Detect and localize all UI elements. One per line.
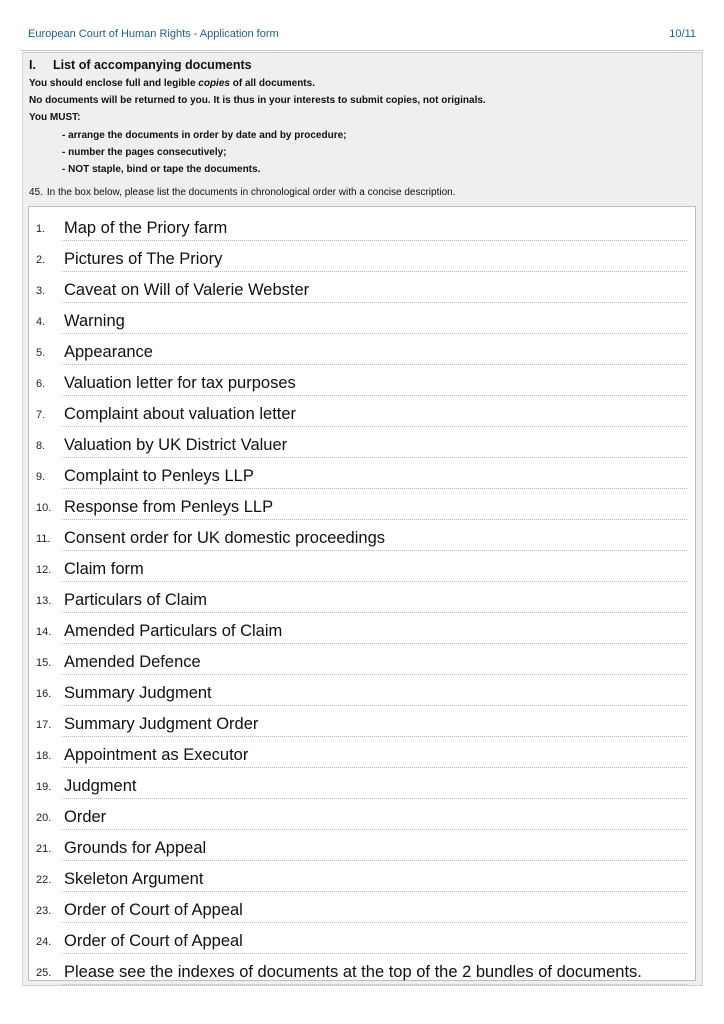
document-description[interactable]: Amended Particulars of Claim <box>64 622 283 640</box>
document-list-item <box>29 555 695 586</box>
document-description[interactable]: Order of Court of Appeal <box>64 901 243 919</box>
document-number: 21. <box>36 843 52 855</box>
document-description[interactable]: Judgment <box>64 777 137 795</box>
document-description[interactable]: Order <box>64 808 107 826</box>
entry-line <box>62 457 687 458</box>
entry-line <box>62 705 687 706</box>
document-number: 13. <box>36 595 52 607</box>
entry-line <box>62 302 687 303</box>
document-number: 16. <box>36 688 52 700</box>
document-number: 5. <box>36 347 46 359</box>
document-list-item <box>29 524 695 555</box>
documents-list-box <box>28 206 696 981</box>
document-number: 25. <box>36 967 52 979</box>
document-description[interactable]: Particulars of Claim <box>64 591 208 609</box>
instruction-copies-part-b: of all documents. <box>229 78 315 89</box>
header-divider <box>20 50 704 51</box>
document-number: 12. <box>36 564 52 576</box>
document-description[interactable]: Summary Judgment <box>64 684 212 702</box>
document-list-item <box>29 927 695 958</box>
section-title: List of accompanying documents <box>53 58 252 72</box>
document-number: 15. <box>36 657 52 669</box>
entry-line <box>62 519 687 520</box>
entry-line <box>62 333 687 334</box>
entry-line <box>62 271 687 272</box>
entry-line <box>62 643 687 644</box>
document-list-item <box>29 462 695 493</box>
document-number: 7. <box>36 409 46 421</box>
document-number: 17. <box>36 719 52 731</box>
document-number: 8. <box>36 440 46 452</box>
instruction-bullet: - arrange the documents in order by date and by procedure; <box>62 130 347 141</box>
document-number: 6. <box>36 378 46 390</box>
instruction-copies-part-a: You should enclose full and legible <box>29 78 199 89</box>
document-list-item <box>29 400 695 431</box>
question-45-number: 45. <box>29 187 43 198</box>
document-number: 10. <box>36 502 52 514</box>
question-45-text: In the box below, please list the documents in chronological order with a concise description. <box>46 187 456 198</box>
section-heading <box>29 58 252 72</box>
document-list-item <box>29 617 695 648</box>
entry-line <box>62 984 687 985</box>
document-description[interactable]: Warning <box>64 312 125 330</box>
document-list-item <box>29 214 695 245</box>
entry-line <box>62 674 687 675</box>
entry-line <box>62 426 687 427</box>
document-description[interactable]: Complaint about valuation letter <box>64 405 297 423</box>
entry-line <box>62 736 687 737</box>
document-number: 19. <box>36 781 52 793</box>
document-description[interactable]: Appearance <box>64 343 153 361</box>
document-list-item <box>29 276 695 307</box>
document-list-item <box>29 741 695 772</box>
document-description[interactable]: Map of the Priory farm <box>64 219 228 237</box>
document-description[interactable]: Valuation letter for tax purposes <box>64 374 296 392</box>
document-description[interactable]: Response from Penleys LLP <box>64 498 274 516</box>
document-list-item <box>29 772 695 803</box>
instruction-bullet: - number the pages consecutively; <box>62 147 227 158</box>
document-description[interactable]: Order of Court of Appeal <box>64 932 243 950</box>
document-list-item <box>29 803 695 834</box>
page-number: 10/11 <box>669 28 696 40</box>
document-list-item <box>29 710 695 741</box>
document-list-item <box>29 338 695 369</box>
document-number: 14. <box>36 626 52 638</box>
entry-line <box>62 767 687 768</box>
document-description[interactable]: Skeleton Argument <box>64 870 204 888</box>
document-description[interactable]: Valuation by UK District Valuer <box>64 436 288 454</box>
document-list-item <box>29 369 695 400</box>
entry-line <box>62 550 687 551</box>
document-list-item <box>29 493 695 524</box>
document-description[interactable]: Grounds for Appeal <box>64 839 207 857</box>
entry-line <box>62 364 687 365</box>
section-number: I. <box>29 58 36 72</box>
document-description[interactable]: Pictures of The Priory <box>64 250 223 268</box>
question-45 <box>29 187 455 198</box>
document-number: 22. <box>36 874 52 886</box>
document-number: 18. <box>36 750 52 762</box>
form-title: European Court of Human Rights - Application form <box>28 28 279 40</box>
entry-line <box>62 953 687 954</box>
entry-line <box>62 240 687 241</box>
instruction-no-return: No documents will be returned to you. It is thus in your interests to submit copies, not originals. <box>29 95 486 106</box>
document-number: 4. <box>36 316 46 328</box>
entry-line <box>62 581 687 582</box>
document-list-item <box>29 431 695 462</box>
document-list-item <box>29 834 695 865</box>
document-list-item <box>29 958 695 989</box>
document-description[interactable]: Claim form <box>64 560 144 578</box>
instruction-copies-emphasis: copies <box>198 78 230 89</box>
entry-line <box>62 798 687 799</box>
document-number: 23. <box>36 905 52 917</box>
document-number: 11. <box>36 533 51 545</box>
document-number: 24. <box>36 936 52 948</box>
document-description[interactable]: Summary Judgment Order <box>64 715 259 733</box>
document-description[interactable]: Appointment as Executor <box>64 746 249 764</box>
entry-line <box>62 612 687 613</box>
instruction-copies <box>29 78 315 89</box>
document-description[interactable]: Consent order for UK domestic proceedings <box>64 529 385 547</box>
document-list-item <box>29 896 695 927</box>
instruction-must: You MUST: <box>29 112 81 123</box>
document-description[interactable]: Caveat on Will of Valerie Webster <box>64 281 310 299</box>
entry-line <box>62 891 687 892</box>
entry-line <box>62 395 687 396</box>
document-list-item <box>29 307 695 338</box>
document-number: 2. <box>36 254 46 266</box>
document-number: 20. <box>36 812 52 824</box>
document-description[interactable]: Amended Defence <box>64 653 201 671</box>
page-header <box>28 28 696 46</box>
entry-line <box>62 922 687 923</box>
entry-line <box>62 488 687 489</box>
document-list-item <box>29 245 695 276</box>
entry-line <box>62 829 687 830</box>
instruction-bullet: - NOT staple, bind or tape the documents. <box>62 164 261 175</box>
document-description[interactable]: Complaint to Penleys LLP <box>64 467 254 485</box>
document-list-item <box>29 648 695 679</box>
document-number: 9. <box>36 471 46 483</box>
accompanying-documents-section <box>22 52 703 986</box>
document-list-item <box>29 679 695 710</box>
entry-line <box>62 860 687 861</box>
document-number: 3. <box>36 285 46 297</box>
document-list-item <box>29 586 695 617</box>
document-list-item <box>29 865 695 896</box>
document-description[interactable]: Please see the indexes of documents at the top of the 2 bundles of documents. <box>64 963 642 981</box>
document-number: 1. <box>36 223 46 235</box>
